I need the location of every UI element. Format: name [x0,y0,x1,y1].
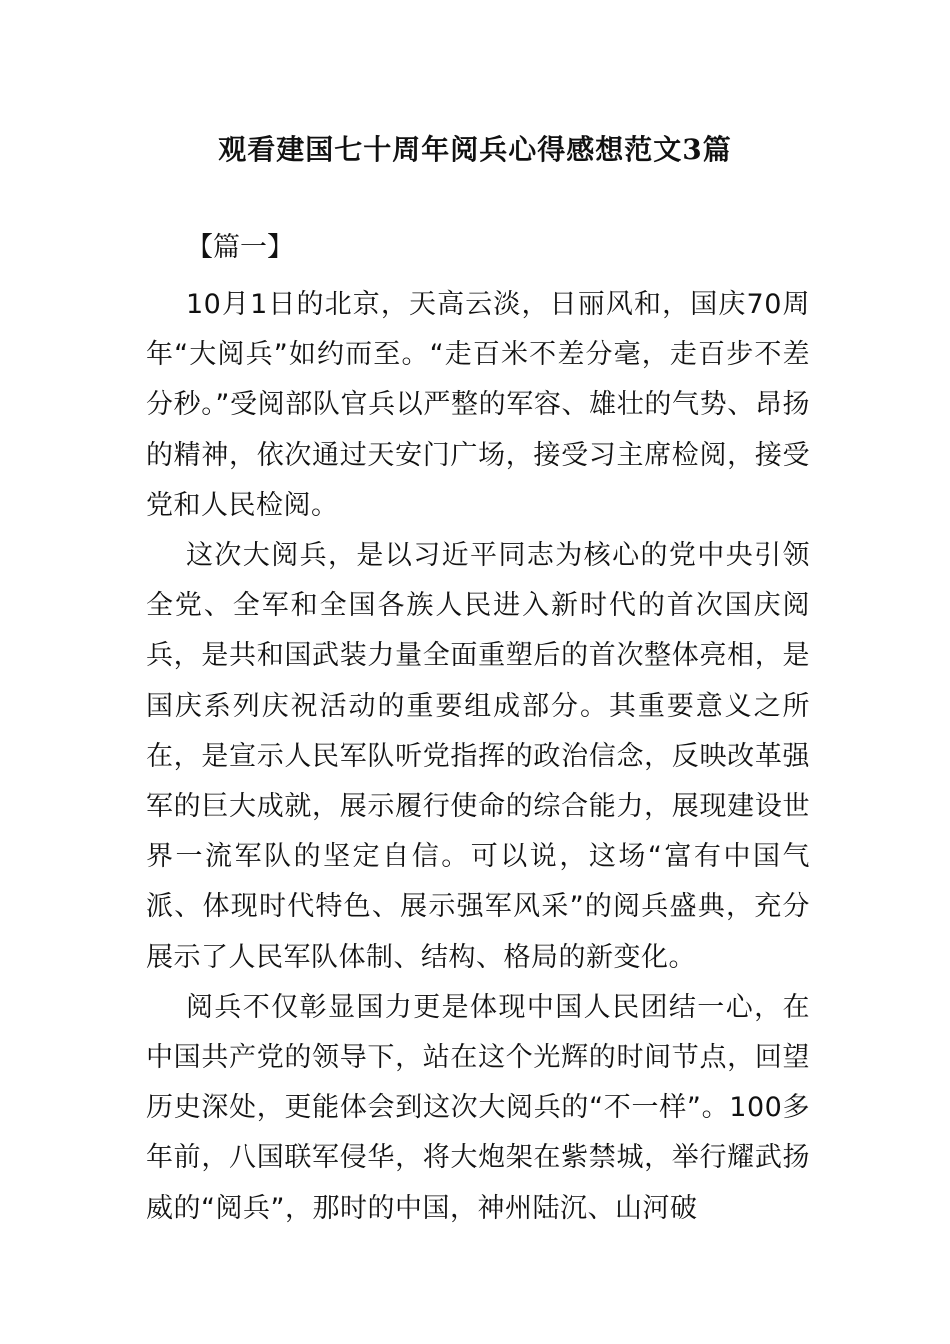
paragraph-2: 这次大阅兵，是以习近平同志为核心的党中央引领全党、全军和全国各族人民进入新时代的首次国庆阅兵，是共和国武装力量全面重塑后的首次整体亮相，是国庆系列庆祝活动的重要组成部分。其重要意义之所在，是宣示人民军队听党指挥的政治信念，反映改革强军的巨大成就，展示履行使命的综合能力，展现建设世界一流军队的坚定自信。可以说，这场“富有中国气派、体现时代特色、展示强军风采”的阅兵盛典，充分展示了人民军队体制、结构、格局的新变化。 [146,540,810,973]
document-title: 观看建国七十周年阅兵心得感想范文3篇 [218,133,732,166]
document-body [146,280,810,1234]
paragraph-1: 10月1日的北京，天高云淡，日丽风和，国庆70周年“大阅兵”如约而至。“走百米不差分毫，走百步不差分秒。”受阅部队官兵以严整的军容、雄壮的气势、昂扬的精神，依次通过天安门广场，接受习主席检阅，接受党和人民检阅。 [146,289,810,521]
section-heading: 【篇一】 [186,232,294,263]
paragraph-3: 阅兵不仅彰显国力更是体现中国人民团结一心，在中国共产党的领导下，站在这个光辉的时间节点，回望历史深处，更能体会到这次大阅兵的“不一样”。100多年前，八国联军侵华，将大炮架在紫禁城，举行耀武扬威的“阅兵”，那时的中国，神州陆沉、山河破 [146,991,810,1224]
